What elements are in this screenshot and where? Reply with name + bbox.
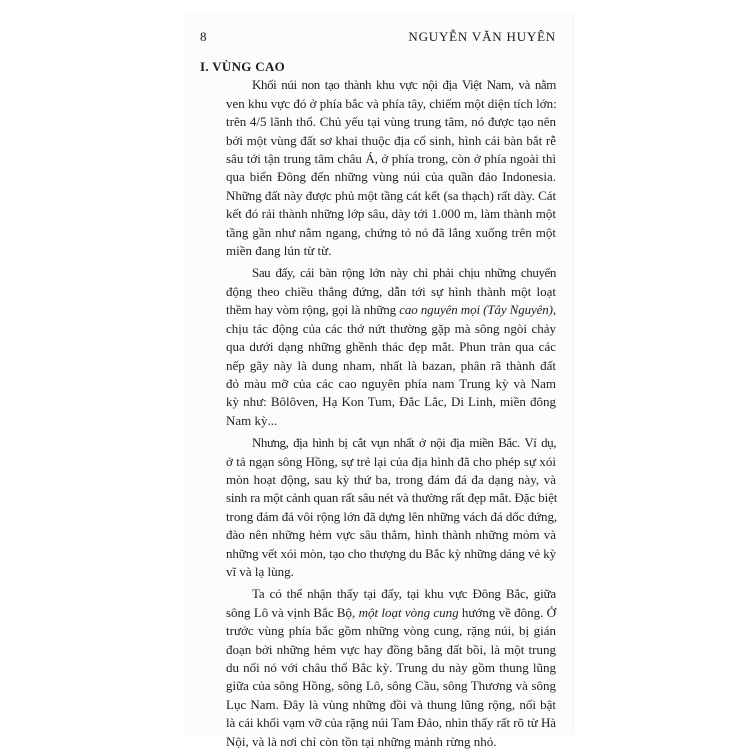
text-line: trên 4/5 lãnh thổ. Chủ yếu tại vùng trung tâm, nó được tạo nên [226,114,556,130]
text-line-with-italic [200,604,556,622]
text-line: ven khu vực đó ở phía bắc và phía tây, chiếm một diện tích lớn: [226,95,557,111]
text-line: chịu tác động của các thớ nứt thường gặp mà sông ngòi chảy [226,320,556,336]
text-line: mòn hoạt động, sau kỳ thứ ba, trong đám đá đa dạng này, và [226,471,556,487]
page-number: 8 [200,29,207,44]
text-line: Nhưng, địa hình bị cắt vụn nhất ở nội địa miền Bắc. Ví dụ, [252,435,556,451]
text-segment: sông Lô và vịnh Bắc Bộ, [226,604,359,620]
text-line: Ta có thể nhận thấy tại đấy, tại khu vực Đông Bắc, giữa [252,586,556,602]
text-line: du nối nó với châu thổ Bắc kỳ. Trung du này gồm thung lũng [226,660,556,675]
italic-term: cao nguyên mọi (Tây Nguyên) [399,302,553,318]
paragraph-3 [200,434,556,581]
text-line: bởi một vùng đất sơ khai thuộc địa cổ sinh, hình cái bàn bắt rễ [226,132,556,148]
text-line: động theo chiều thẳng đứng, dẫn tới sự hình thành một loạt [226,283,556,299]
text-line: Những đất này được phủ một tầng cát kết (sa thạch) rất dày. Cát [226,187,556,203]
text-line: đoạn bởi những hẻm vực hay đồng bằng đất bồi, là một trung [226,641,556,657]
text-segment: hướng về đông. Ở [458,604,556,620]
text-line: đỏ màu mỡ của các cao nguyên phía nam Trung kỳ và Nam [226,375,556,391]
text-line: Nam kỳ... [226,412,278,428]
text-line: qua biển Đông đến những vùng núi của quần đảo Indonesia. [226,169,556,185]
text-line: ở tả ngạn sông Hồng, sự trẻ lại của địa hình đã cho phép sự xói [226,453,556,469]
paragraph-1 [200,76,556,260]
text-line: sâu tới tận trung tâm châu Á, ở phía trong, còn ở phía ngoài thì [226,151,556,167]
text-line: Lục Nam. Đây là vùng những đồi và thung lũng rộng, nổi bật [226,696,556,712]
text-line: miền đang lún từ từ. [226,243,332,259]
text-line: Sau đấy, cái bàn rộng lớn này chỉ phải chịu những chuyển [252,265,556,281]
text-line: kỳ như: Bôlôven, Hạ Kon Tum, Đắc Lắc, Di Linh, miền đông [226,394,556,410]
text-line: giữa của sông Hồng, sông Lô, sông Cầu, sông Thương và sông [226,678,556,694]
text-line: Khối núi non tạo thành khu vực nội địa Việt Nam, và nằm [252,77,556,93]
text-line: qua dưới dạng những ghềnh thác đẹp mắt. Phun tràn qua các [226,339,556,355]
text-line: những vết xói mòn, tạo cho thượng du Bắc kỳ những dáng vẻ kỳ [226,545,556,561]
text-line: kết đó rải thành những lớp sâu, dày tới 1.000 m, làm thành một [226,206,556,222]
text-line: đào nên những hẻm vực sâu thẳm, hình thành những mỏm và [226,527,556,543]
text-line: sinh ra một cảnh quan rất sâu nét và thường rất đẹp mắt. Đặc biệt [226,490,558,506]
text-line: tầng gần như nằm ngang, chứng tỏ nó đã lắng xuống trên một [226,224,556,240]
running-header-author: NGUYỄN VĂN HUYÊN [408,29,556,44]
text-segment: thềm hay vòm rộng, gọi là những [226,302,400,318]
text-line: trong đám đá vôi rộng lớn đã dựng lên những vách đá dốc đứng, [226,508,558,524]
section-title: I. VÙNG CAO [200,59,286,74]
text-line: Nội, và là nơi chỉ còn tồn tại những mảnh rừng nhỏ. [226,733,497,749]
paragraph-2 [200,264,556,430]
text-line: trước vùng phía bắc gồm những vòng cung, rặng núi, bị gián [226,623,556,639]
page-body [200,58,556,750]
text-segment: , [552,302,556,318]
italic-term: một loạt vòng cung [358,604,459,620]
text-line: vĩ và lạ lùng. [226,563,294,579]
text-line-with-italic [200,301,556,319]
text-line: nếp gãy này là dung nham, nhất là bazan, phân rã thành đất [226,357,556,373]
running-header [200,29,556,49]
paragraph-4 [200,585,556,750]
text-line: là cái khối vạm vỡ của rặng núi Tam Đảo, nhìn thấy rất rõ từ Hà [226,715,556,731]
